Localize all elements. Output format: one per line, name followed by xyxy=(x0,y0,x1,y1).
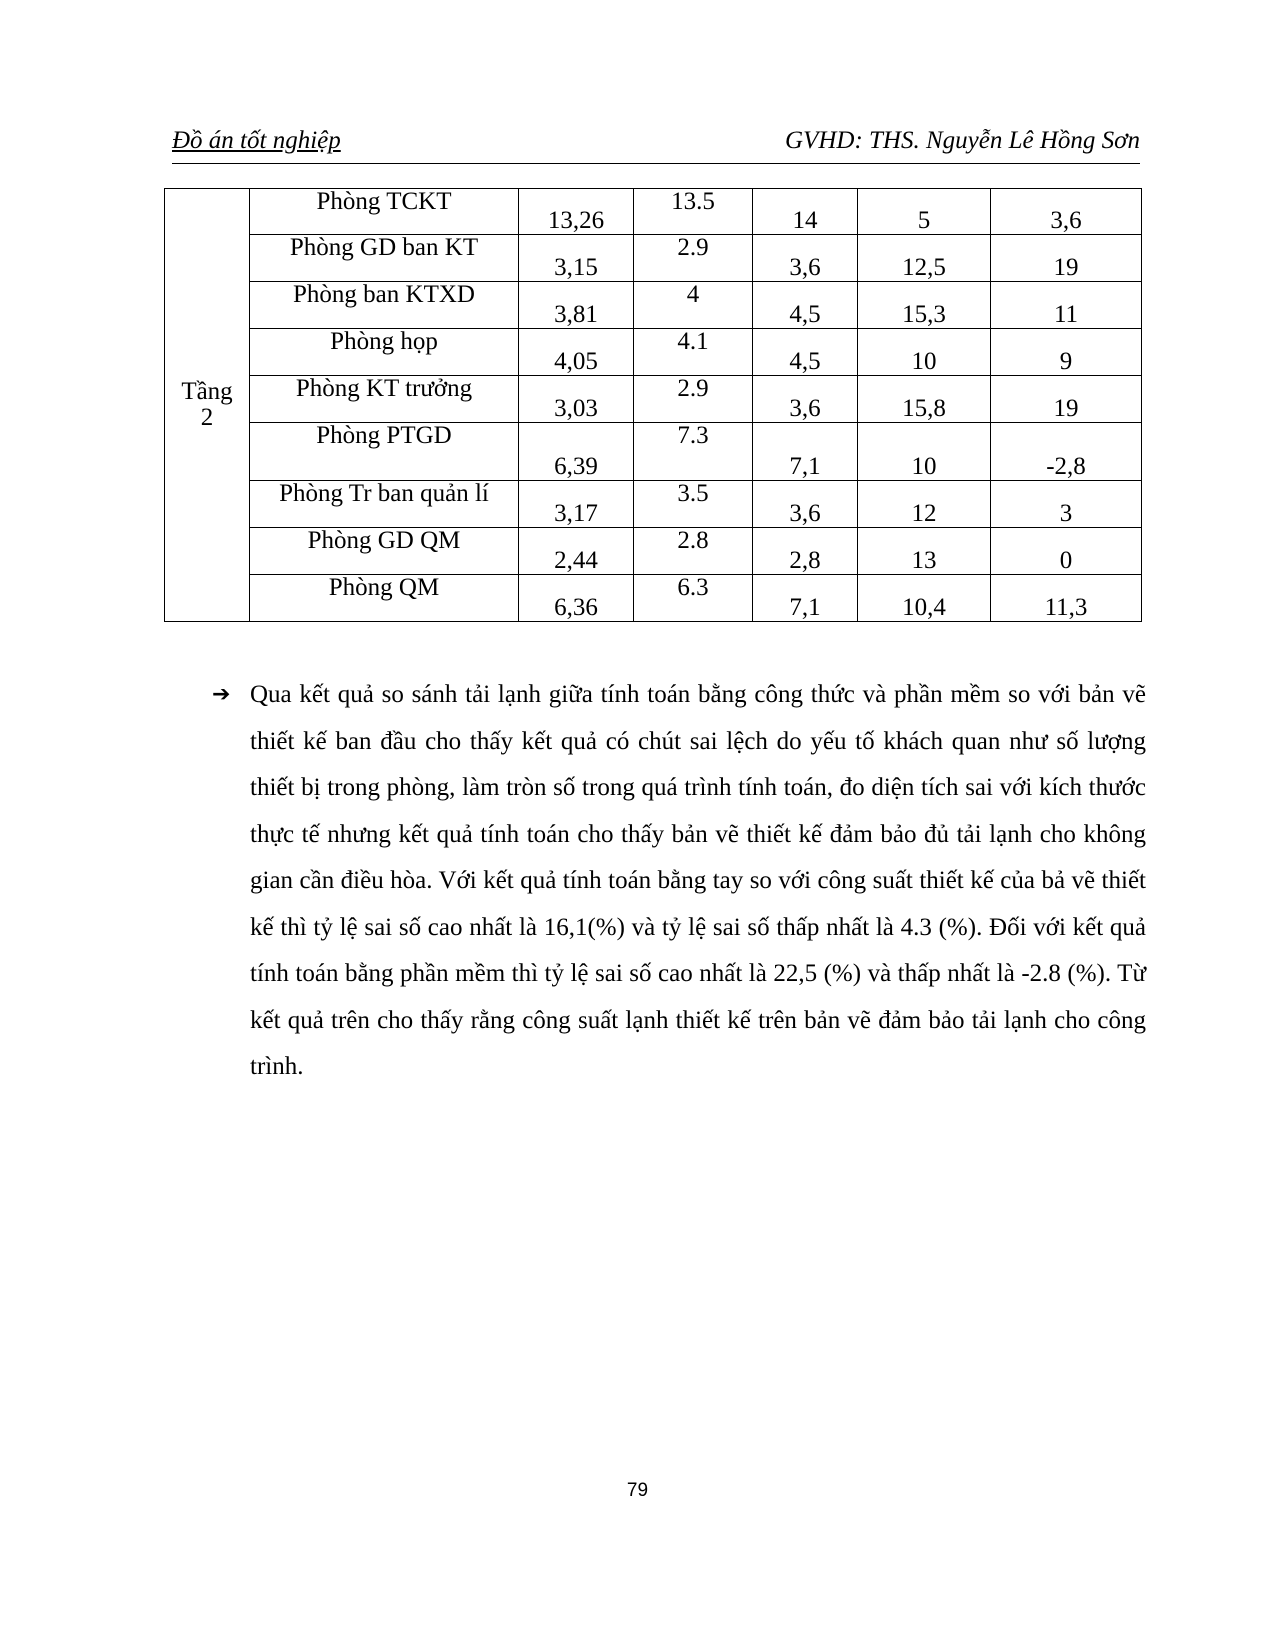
value-cell: 10 xyxy=(858,423,991,481)
value-cell: 10,4 xyxy=(858,575,991,622)
right-arrow-icon: ➔ xyxy=(212,682,231,707)
value-cell: 4,05 xyxy=(519,329,634,376)
table-row xyxy=(165,329,1142,376)
value-cell: 3 xyxy=(991,481,1142,528)
floor-cell xyxy=(165,189,250,622)
table-row xyxy=(165,376,1142,423)
value-cell: 9 xyxy=(991,329,1142,376)
value-cell: 7,1 xyxy=(753,575,858,622)
value-cell: 7.3 xyxy=(634,423,753,481)
room-name: Phòng GD ban KT xyxy=(250,235,519,282)
table-row xyxy=(165,189,1142,235)
value-cell: 12,5 xyxy=(858,235,991,282)
value-cell: 6.3 xyxy=(634,575,753,622)
value-cell: 4 xyxy=(634,282,753,329)
room-name: Phòng QM xyxy=(250,575,519,622)
room-name: Phòng TCKT xyxy=(250,189,519,235)
page-header xyxy=(172,127,1140,164)
value-cell: 2,44 xyxy=(519,528,634,575)
room-name: Phòng Tr ban quản lí xyxy=(250,481,519,528)
value-cell: 5 xyxy=(858,189,991,235)
value-cell: 3,6 xyxy=(753,235,858,282)
value-cell: 4,5 xyxy=(753,282,858,329)
value-cell: 10 xyxy=(858,329,991,376)
conclusion-paragraph xyxy=(212,672,1146,1091)
value-cell: 4.1 xyxy=(634,329,753,376)
value-cell: 7,1 xyxy=(753,423,858,481)
value-cell: 3,6 xyxy=(753,376,858,423)
table-row xyxy=(165,575,1142,622)
room-name: Phòng họp xyxy=(250,329,519,376)
room-name: Phòng GD QM xyxy=(250,528,519,575)
value-cell: 11 xyxy=(991,282,1142,329)
value-cell: 0 xyxy=(991,528,1142,575)
value-cell: 15,8 xyxy=(858,376,991,423)
table-row xyxy=(165,423,1142,481)
value-cell: -2,8 xyxy=(991,423,1142,481)
table-row xyxy=(165,282,1142,329)
table-row xyxy=(165,481,1142,528)
value-cell: 11,3 xyxy=(991,575,1142,622)
value-cell: 12 xyxy=(858,481,991,528)
value-cell: 2.9 xyxy=(634,376,753,423)
value-cell: 13 xyxy=(858,528,991,575)
floor-number: 2 xyxy=(200,404,214,431)
document-title: Đồ án tốt nghiệp xyxy=(172,127,341,154)
value-cell: 19 xyxy=(991,376,1142,423)
value-cell: 2.9 xyxy=(634,235,753,282)
value-cell: 3.5 xyxy=(634,481,753,528)
value-cell: 13.5 xyxy=(634,189,753,235)
room-name: Phòng KT trưởng xyxy=(250,376,519,423)
value-cell: 3,17 xyxy=(519,481,634,528)
value-cell: 3,81 xyxy=(519,282,634,329)
table-row xyxy=(165,235,1142,282)
supervisor-label: GVHD: THS. Nguyễn Lê Hồng Sơn xyxy=(785,127,1140,154)
value-cell: 3,6 xyxy=(753,481,858,528)
value-cell: 6,36 xyxy=(519,575,634,622)
cooling-load-table xyxy=(164,188,1142,622)
value-cell: 3,6 xyxy=(991,189,1142,235)
value-cell: 15,3 xyxy=(858,282,991,329)
floor-label: Tầng xyxy=(181,377,233,405)
value-cell: 14 xyxy=(753,189,858,235)
conclusion-text: Qua kết quả so sánh tải lạnh giữa tính toán bằng công thức và phần mềm so với bản vẽ thiết kế ban đầu cho thấy kết quả có chút sai lệch do yếu tố khách quan như số lượng thiết bị trong phòng, làm tròn số trong quá trình tính toán, đo diện tích sai với kích thước thực tế nhưng kết quả tính toán cho thấy bản vẽ thiết kế đảm bảo đủ tải lạnh cho không gian cần điều hòa. Với kết quả tính toán bằng tay so với công suất thiết kế của bả vẽ thiết kế thì tỷ lệ sai số cao nhất là 16,1(%) và tỷ lệ sai số thấp nhất là 4.3 (%). Đối với kết quả tính toán bằng phần mềm thì tỷ lệ sai số cao nhất là 22,5 (%) và thấp nhất là -2.8 (%). Từ kết quả trên cho thấy rằng công suất lạnh thiết kế trên bản vẽ đảm bảo tải lạnh cho công trình. xyxy=(250,681,1146,1080)
value-cell: 4,5 xyxy=(753,329,858,376)
value-cell: 13,26 xyxy=(519,189,634,235)
value-cell: 19 xyxy=(991,235,1142,282)
table-row xyxy=(165,528,1142,575)
value-cell: 2,8 xyxy=(753,528,858,575)
value-cell: 3,15 xyxy=(519,235,634,282)
value-cell: 6,39 xyxy=(519,423,634,481)
room-name: Phòng ban KTXD xyxy=(250,282,519,329)
page-number: 79 xyxy=(626,1480,649,1501)
value-cell: 3,03 xyxy=(519,376,634,423)
room-name: Phòng PTGD xyxy=(250,423,519,481)
value-cell: 2.8 xyxy=(634,528,753,575)
